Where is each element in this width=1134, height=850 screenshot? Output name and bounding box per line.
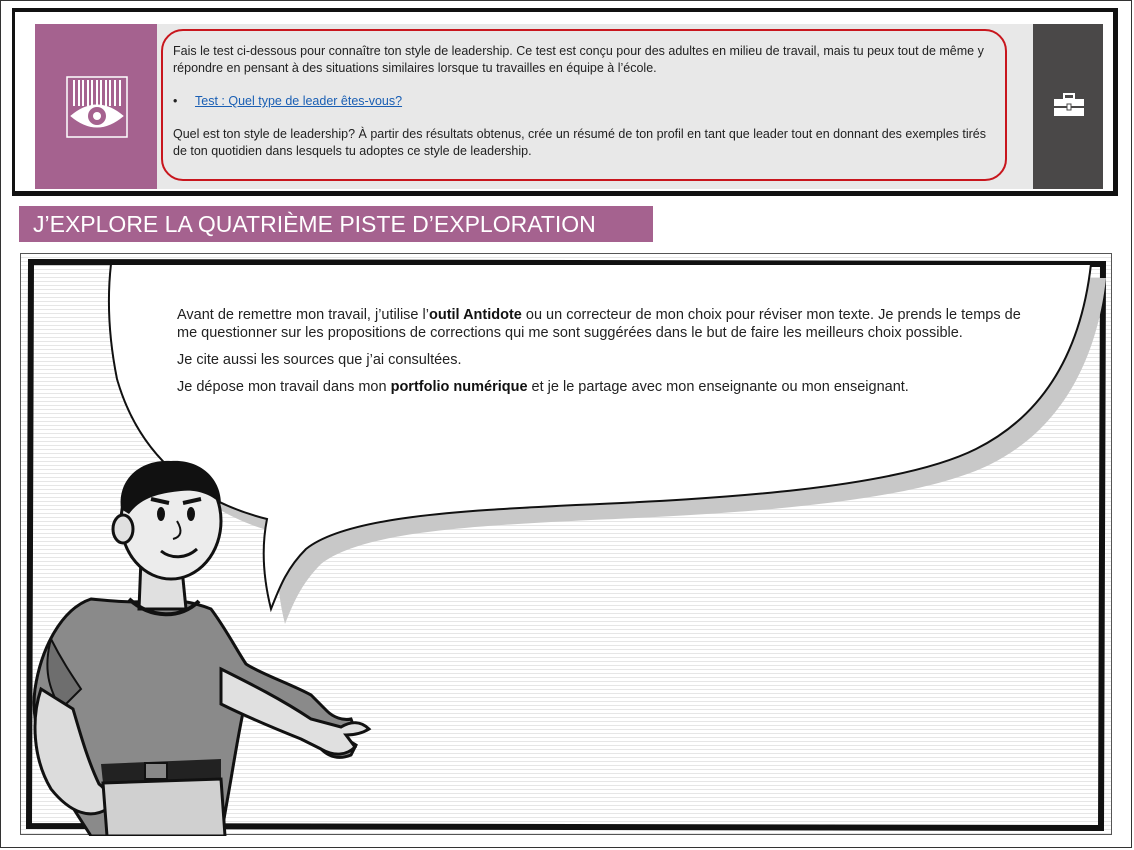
speech-text — [177, 306, 1037, 405]
p3-text-end: et je le partage avec mon enseignante ou mon enseignant. — [527, 379, 909, 395]
speech-paragraph-1 — [177, 306, 1037, 342]
activity-panel — [12, 8, 1118, 196]
left-icon-box — [35, 24, 157, 189]
instruction-box — [161, 29, 1007, 181]
eye-barcode-icon — [66, 76, 128, 138]
portfolio-bold: portfolio numérique — [390, 379, 528, 395]
question-text: Quel est ton style de leadership? À partir des résultats obtenus, crée un résumé de ton profil en tant que leader tout en donnant des exemples tirés de ton quotidien dans lesquels tu adoptes ce style de leadership. — [173, 127, 986, 158]
briefcase-icon — [1053, 93, 1085, 117]
comic-panel — [20, 253, 1112, 835]
leadership-test-link[interactable]: Test : Quel type de leader êtes-vous? — [195, 94, 403, 108]
right-icon-box — [1033, 24, 1103, 189]
p1-text-start: Avant de remettre mon travail, j’utilise l’ — [177, 307, 429, 323]
speech-paragraph-2: Je cite aussi les sources que j’ai consultées. — [177, 352, 462, 368]
link-list-item — [173, 93, 995, 110]
p3-text-start: Je dépose mon travail dans mon — [177, 379, 391, 395]
p1-text-end: ou un correcteur de mon choix pour réviser mon texte. Je prends le temps de me questionner sur les propositions de corrections qui me sont suggérées dans le but de faire les meilleurs choix possible. — [177, 307, 1021, 341]
speech-paragraph-3 — [177, 378, 1037, 396]
antidote-bold: outil Antidote — [428, 307, 522, 323]
cartoon-character-illustration — [21, 459, 401, 836]
section-title: J’EXPLORE LA QUATRIÈME PISTE D’EXPLORATION — [19, 206, 653, 242]
activity-content — [35, 24, 1103, 189]
intro-text: Fais le test ci-dessous pour connaître ton style de leadership. Ce test est conçu pour des adultes en milieu de travail, mais tu peux tout de même y répondre en pensant à des situations similaires lorsque tu travailles en équipe à l’école. — [173, 44, 984, 75]
bullet: • — [173, 94, 178, 108]
